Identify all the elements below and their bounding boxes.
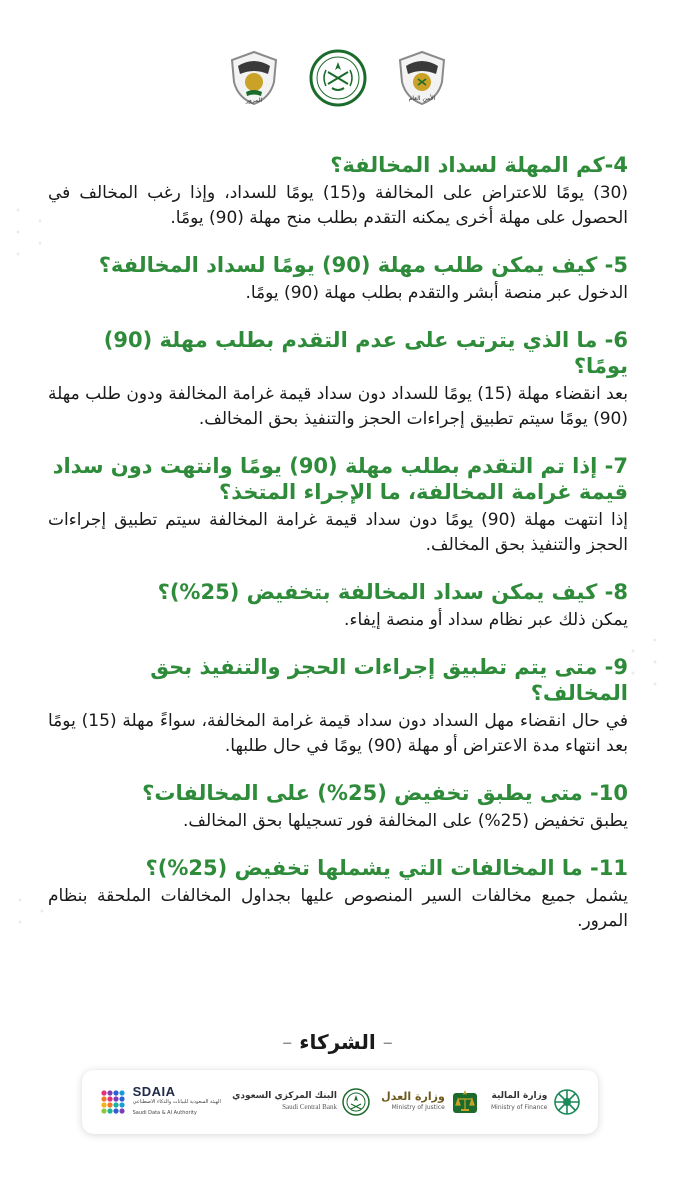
faq-answer: بعد انقضاء مهلة (15) يومًا للسداد دون سداد قيمة غرامة المخالفة ودون طلب مهلة (90) يومًا سيتم تطبيق إجراءات الحجز والتنفيذ بحق المخالف. (48, 384, 628, 429)
traffic-police-logo-label: المرور (245, 97, 262, 104)
moi-logo (308, 48, 368, 108)
faq-item (48, 453, 628, 558)
finance-english-name: Ministry of Finance (491, 1104, 548, 1111)
faq-question: 5- كيف يمكن طلب مهلة (90) يومًا لسداد المخالفة؟ (98, 253, 628, 277)
faq-question: 7- إذا تم التقدم بطلب مهلة (90) يومًا وانتهت دون سداد قيمة غرامة المخالفة، ما الإجراء المتخذ؟ (52, 454, 628, 504)
central-bank-text (232, 1091, 337, 1113)
faq-answer: (30) يومًا للاعتراض على المخالفة و(15) يومًا للسداد، وإذا رغب المخالف في الحصول على مهلة أخرى يمكنه التقدم بطلب منح مهلة (90) يومًا. (48, 183, 629, 228)
justice-emblem-icon (450, 1087, 480, 1117)
faq-question: 11- ما المخالفات التي يشملها تخفيض (25%)؟ (145, 856, 628, 880)
faq-question: 4-كم المهلة لسداد المخالفة؟ (330, 153, 628, 177)
faq-answer: إذا انتهت مهلة (90) يومًا دون سداد قيمة غرامة المخالفة سيتم تطبيق إجراءات الحجز والتنفيذ بحق المخالف. (48, 510, 628, 555)
faq-answer: الدخول عبر منصة أبشر والتقدم بطلب مهلة (90) يومًا. (245, 283, 628, 303)
faq-list (48, 152, 628, 955)
partners-title-text: الشركاء (299, 1030, 376, 1054)
finance-emblem-icon (552, 1087, 582, 1117)
faq-item (48, 654, 628, 759)
faq-item (48, 579, 628, 633)
sdaia-english-name: Saudi Data & AI Authority (132, 1109, 197, 1116)
partner-sdaia (98, 1083, 221, 1119)
partners-bar (82, 1070, 598, 1134)
faq-answer: يطبق تخفيض (25%) على المخالفة فور تسجيلها بحق المخالف. (183, 811, 628, 831)
justice-text (381, 1091, 445, 1113)
faq-item (48, 855, 628, 934)
central-bank-arabic-name: البنك المركزي السعودي (232, 1091, 337, 1101)
sdaia-arabic-name: الهيئة السعودية للبيانات والذكاء الاصطناعي (132, 1098, 221, 1105)
sdaia-icon (98, 1087, 128, 1117)
faq-question: 6- ما الذي يترتب على عدم التقدم بطلب مهلة (90) يومًا؟ (103, 328, 628, 378)
faq-item (48, 327, 628, 432)
faq-item (48, 252, 628, 306)
finance-text (491, 1091, 547, 1113)
faq-answer: يمكن ذلك عبر نظام سداد أو منصة إيفاء. (344, 610, 628, 630)
sdaia-name: SDAIA (132, 1083, 176, 1099)
faq-item (48, 780, 628, 834)
justice-english-name: Ministry of Justice (391, 1104, 445, 1111)
faq-answer: يشمل جميع مخالفات السير المنصوص عليها بجداول المخالفات الملحقة بنظام المرور. (48, 886, 628, 931)
public-security-logo (392, 48, 452, 108)
finance-arabic-name: وزارة المالية (491, 1091, 548, 1101)
title-dash-right: – (382, 1030, 393, 1054)
partners-title (0, 1030, 675, 1054)
faq-question: 10- متى يطبق تخفيض (25%) على المخالفات؟ (142, 781, 628, 805)
partner-saudi-central-bank (232, 1088, 370, 1116)
central-bank-emblem-icon (342, 1088, 370, 1116)
faq-question: 8- كيف يمكن سداد المخالفة بتخفيض (25%)؟ (157, 580, 628, 604)
sdaia-text (132, 1083, 221, 1119)
public-security-logo-label: الأمن العام (408, 95, 435, 102)
faq-answer: في حال انقضاء مهل السداد دون سداد قيمة غرامة المخالفة، سواءً مهلة (15) يومًا بعد انتهاء مدة الاعتراض أو مهلة (90) يومًا في حال طلبها. (48, 711, 629, 756)
faq-item (48, 152, 628, 231)
faq-question: 9- متى يتم تطبيق إجراءات الحجز والتنفيذ بحق المخالف؟ (150, 655, 628, 705)
header-logos (0, 48, 675, 118)
title-dash-left: – (282, 1030, 293, 1054)
justice-arabic-name: وزارة العدل (381, 1090, 445, 1103)
traffic-police-logo (224, 48, 284, 108)
partner-ministry-of-finance (491, 1087, 582, 1117)
partner-ministry-of-justice (381, 1087, 480, 1117)
central-bank-english-name: Saudi Central Bank (282, 1103, 337, 1111)
